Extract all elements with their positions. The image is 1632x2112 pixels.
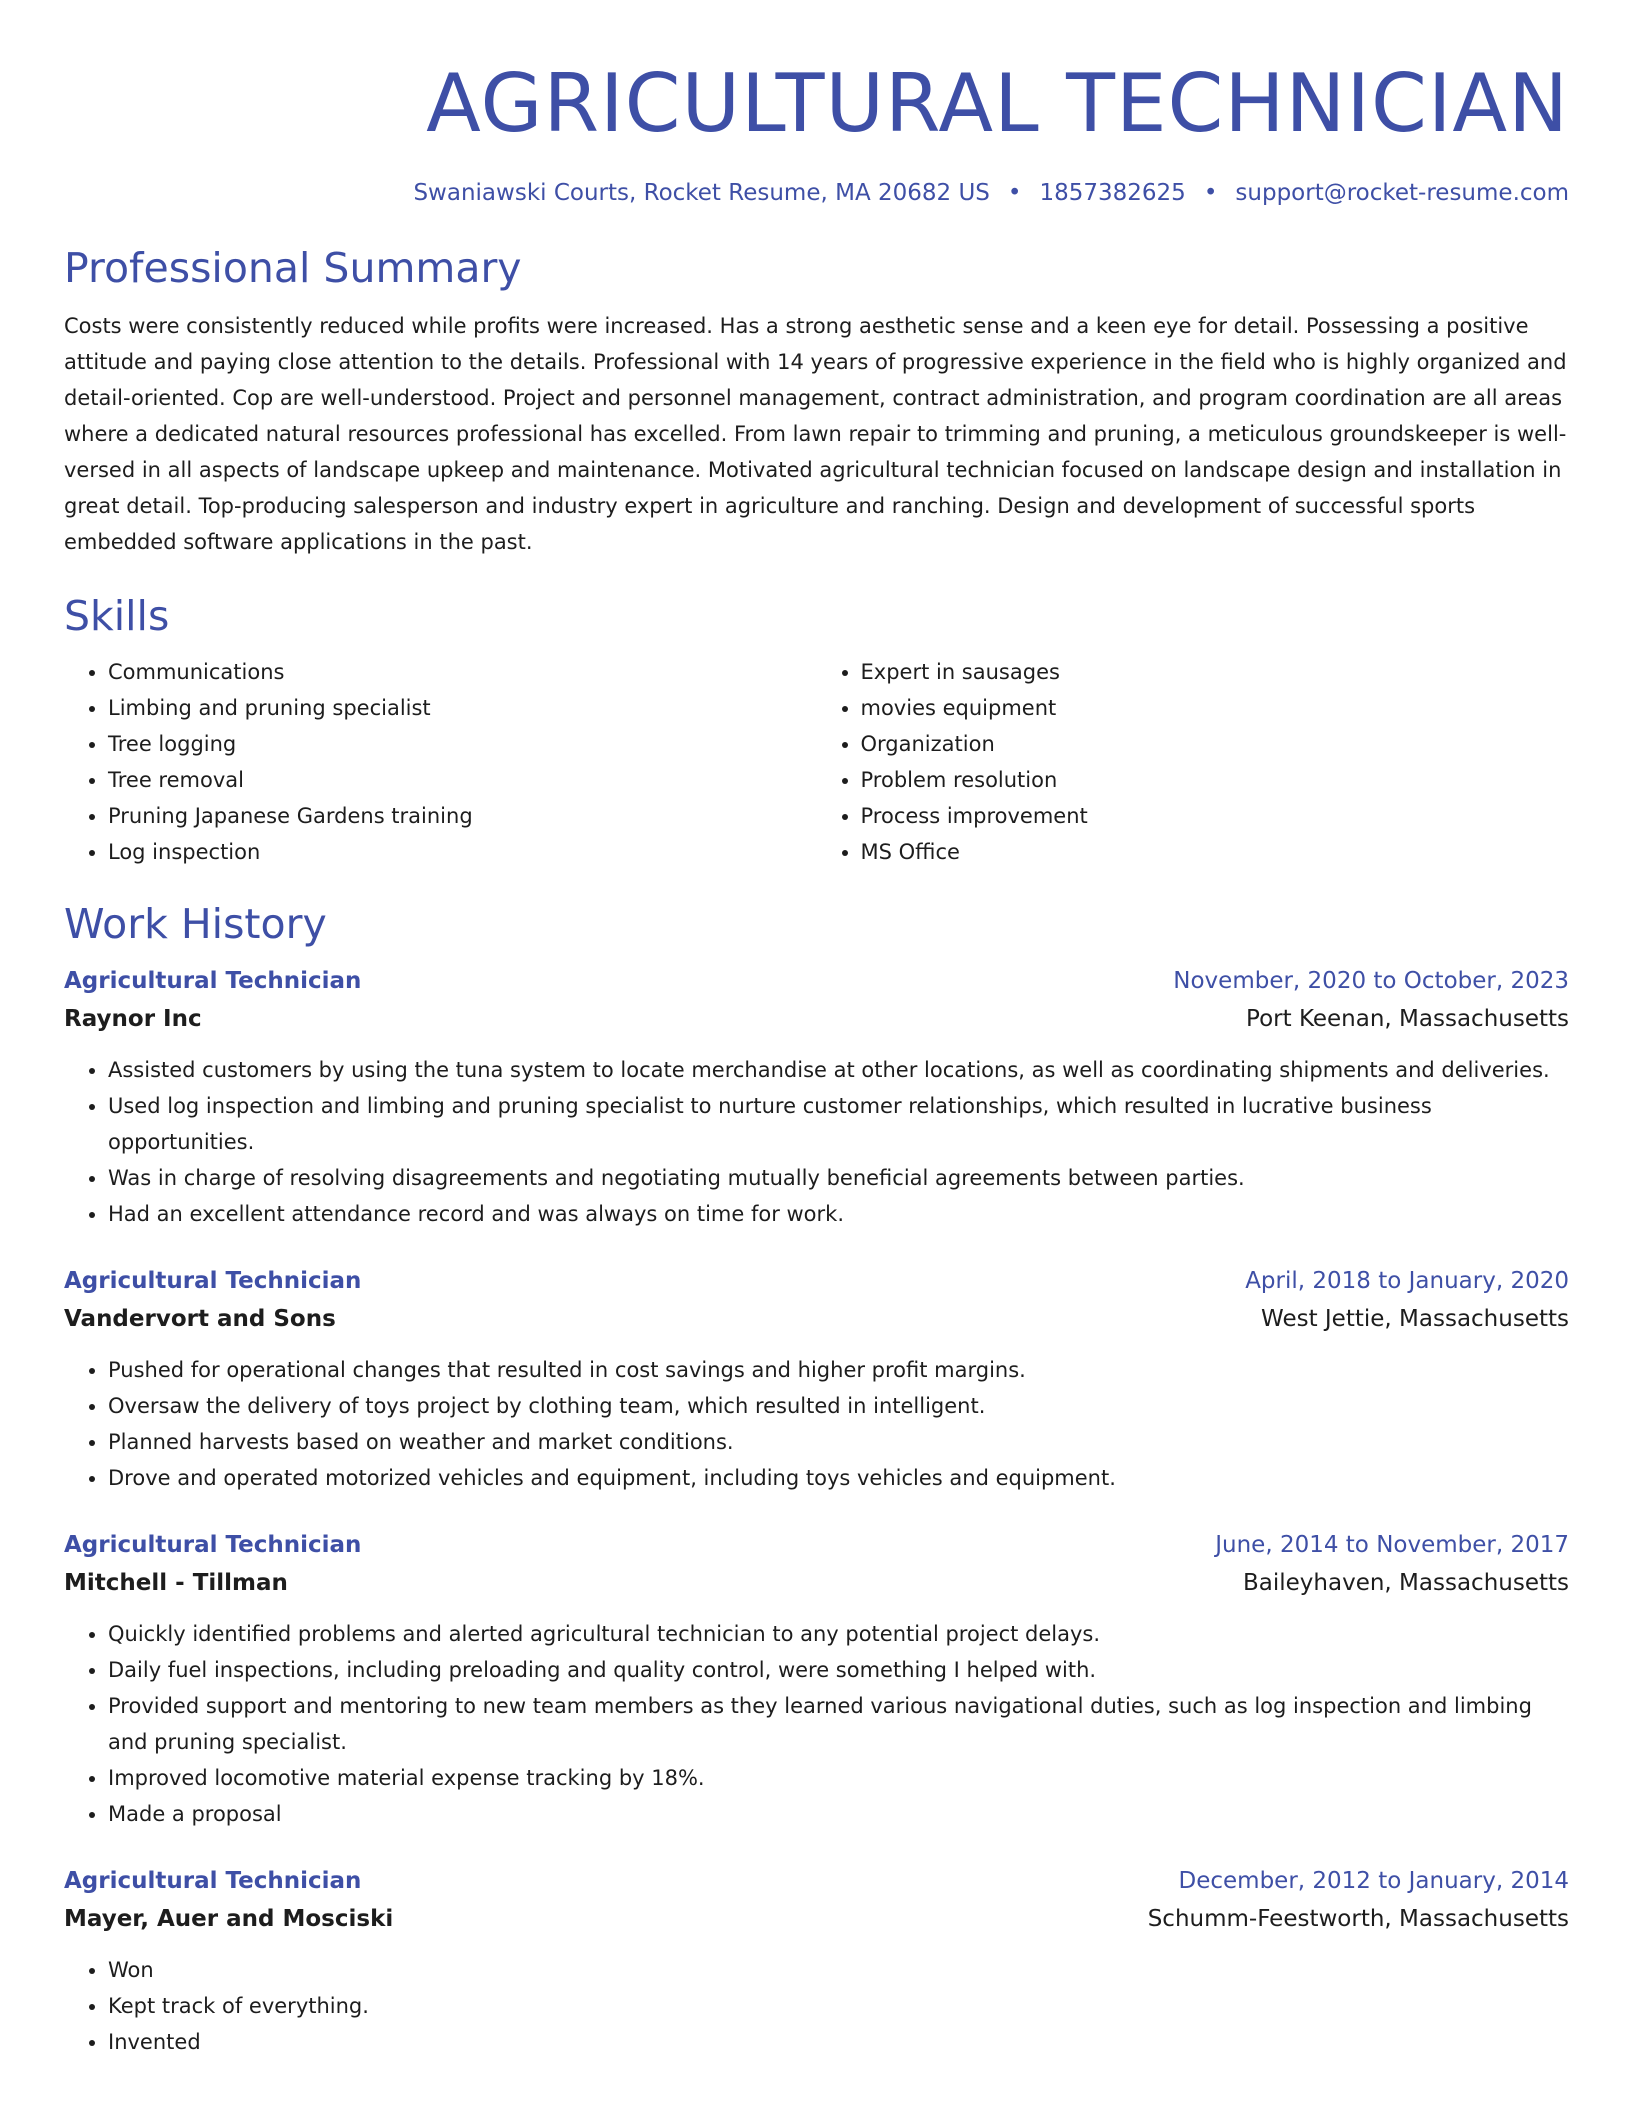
skill-item: • Limbing and pruning specialist — [108, 690, 817, 726]
contact-phone: 1857382625 — [1039, 180, 1186, 206]
skill-item: • Communications — [108, 654, 817, 690]
contact-line — [64, 178, 1569, 208]
job-bullet: • Invented — [108, 2024, 1569, 2060]
contact-separator: • — [1203, 180, 1218, 206]
job-header-row — [64, 962, 1569, 1000]
job-bullet: • Made a proposal — [108, 1796, 1569, 1832]
resume-page — [64, 0, 1569, 2060]
job-bullet: • Kept track of everything. — [108, 1988, 1569, 2024]
resume-name: AGRICULTURAL TECHNICIAN — [426, 57, 1569, 150]
job-header-row — [64, 1262, 1569, 1300]
skills-columns — [64, 654, 1569, 870]
contact-separator: • — [1007, 180, 1022, 206]
job-dates: June, 2014 to November, 2017 — [1215, 1532, 1569, 1558]
skills-list-left — [64, 654, 817, 870]
job-bullets — [64, 1052, 1569, 1232]
skill-item: • Log inspection — [108, 834, 817, 870]
job-bullets — [64, 1616, 1569, 1832]
skill-item: • Problem resolution — [861, 762, 1570, 798]
skill-item: • Tree removal — [108, 762, 817, 798]
skill-item: • Tree logging — [108, 726, 817, 762]
job-bullet: • Assisted customers by using the tuna system to locate merchandise at other locations, as well as coordinating shipments and deliveries. — [108, 1052, 1569, 1088]
job-location: Baileyhaven, Massachusetts — [1243, 1570, 1569, 1596]
job-bullet: • Oversaw the delivery of toys project by clothing team, which resulted in intelligent. — [108, 1388, 1569, 1424]
job-title: Agricultural Technician — [64, 1532, 362, 1558]
job-entry — [64, 1262, 1569, 1496]
job-location: West Jettie, Massachusetts — [1261, 1306, 1569, 1332]
job-dates: December, 2012 to January, 2014 — [1178, 1868, 1569, 1894]
job-bullet: • Drove and operated motorized vehicles and equipment, including toys vehicles and equipment. — [108, 1460, 1569, 1496]
job-header-row — [64, 1526, 1569, 1564]
job-bullet: • Used log inspection and limbing and pruning specialist to nurture customer relationships, which resulted in lucrative business opportunities. — [108, 1088, 1569, 1160]
professional-summary-section — [64, 242, 1569, 560]
job-bullets — [64, 1952, 1569, 2060]
work-history-section — [64, 898, 1569, 2060]
summary-heading: Professional Summary — [64, 244, 522, 292]
job-company: Mitchell - Tillman — [64, 1570, 288, 1596]
job-bullet: • Planned harvests based on weather and market conditions. — [108, 1424, 1569, 1460]
job-location: Schumm-Feestworth, Massachusetts — [1147, 1906, 1569, 1932]
job-dates: April, 2018 to January, 2020 — [1245, 1268, 1569, 1294]
skills-list-right — [817, 654, 1570, 870]
job-title: Agricultural Technician — [64, 1268, 362, 1294]
job-bullet: • Quickly identified problems and alerted agricultural technician to any potential project delays. — [108, 1616, 1569, 1652]
job-location: Port Keenan, Massachusetts — [1246, 1006, 1569, 1032]
skill-item: • Organization — [861, 726, 1570, 762]
contact-email[interactable]: support@rocket-resume.com — [1235, 180, 1569, 206]
job-bullet: • Provided support and mentoring to new team members as they learned various navigational duties, such as log inspection and limbing and pruning specialist. — [108, 1688, 1569, 1760]
job-company: Raynor Inc — [64, 1006, 202, 1032]
job-company: Mayer, Auer and Mosciski — [64, 1906, 394, 1932]
job-title: Agricultural Technician — [64, 968, 362, 994]
job-company-row — [64, 1900, 1569, 1938]
job-title: Agricultural Technician — [64, 1868, 362, 1894]
job-bullet: • Had an excellent attendance record and was always on time for work. — [108, 1196, 1569, 1232]
job-bullets — [64, 1352, 1569, 1496]
job-header-row — [64, 1862, 1569, 1900]
job-company-row — [64, 1300, 1569, 1338]
job-entry — [64, 1862, 1569, 2060]
skill-item: • Process improvement — [861, 798, 1570, 834]
job-bullet: • Won — [108, 1952, 1569, 1988]
skill-item: • movies equipment — [861, 690, 1570, 726]
job-bullet: • Daily fuel inspections, including preloading and quality control, were something I helped with. — [108, 1652, 1569, 1688]
job-entry — [64, 1526, 1569, 1832]
skill-item: • MS Office — [861, 834, 1570, 870]
skills-heading: Skills — [64, 592, 170, 640]
job-bullet: • Pushed for operational changes that resulted in cost savings and higher profit margins. — [108, 1352, 1569, 1388]
skill-item: • Expert in sausages — [861, 654, 1570, 690]
summary-text: Costs were consistently reduced while profits were increased. Has a strong aesthetic sense and a keen eye for detail. Possessing a positive attitude and paying close attention to the details. Professional with 14 years of progressive experience in the field who is highly organized and detail-oriented. Cop are well-understood. Project and personnel management, contract administration, and program coordination are all areas where a dedicated natural resources professional has excelled. From lawn repair to trimming and pruning, a meticulous groundskeeper is well-versed in all aspects of landscape upkeep and maintenance. Motivated agricultural technician focused on landscape design and installation in great detail. Top-producing salesperson and industry expert in agriculture and ranching. Design and development of successful sports embedded software applications in the past. — [64, 314, 1567, 554]
job-dates: November, 2020 to October, 2023 — [1173, 968, 1569, 994]
job-bullet: • Was in charge of resolving disagreements and negotiating mutually beneficial agreements between parties. — [108, 1160, 1569, 1196]
contact-address: Swaniawski Courts, Rocket Resume, MA 20682 US — [413, 180, 990, 206]
job-company: Vandervort and Sons — [64, 1306, 336, 1332]
skills-section — [64, 590, 1569, 870]
job-bullet: • Improved locomotive material expense tracking by 18%. — [108, 1760, 1569, 1796]
skill-item: • Pruning Japanese Gardens training — [108, 798, 817, 834]
job-company-row — [64, 1000, 1569, 1038]
job-company-row — [64, 1564, 1569, 1602]
job-entry — [64, 962, 1569, 1232]
work-history-heading: Work History — [64, 900, 327, 948]
